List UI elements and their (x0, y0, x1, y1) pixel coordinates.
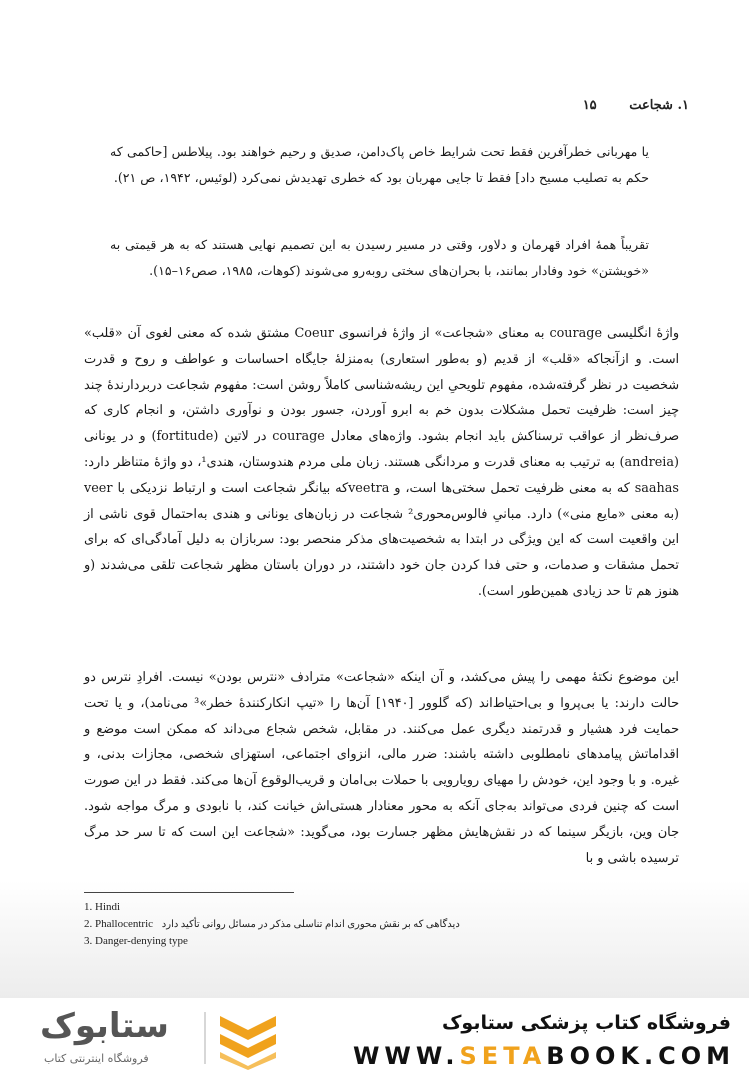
footnote-2-term: 2. Phallocentric (84, 918, 154, 930)
chapter-title: ۱. شجاعت (629, 98, 689, 113)
page-number: ۱۵ (582, 98, 597, 113)
logo-wordmark: ستابوک (40, 1006, 169, 1046)
store-name: فروشگاه کتاب پزشکی ستابوک (441, 1012, 731, 1034)
footnotes (84, 899, 684, 950)
block-quote-2: تقریباً همهٔ افراد قهرمان و دلاور، وقتی در مسیر رسیدن به این تصمیم نهایی هستند که به هر قیمتی به «خویشتن» خود وفادار بمانند، با بحران‌های سختی روبه‌رو می‌شوند (کوهات، ۱۹۸۵، صص۱۶–۱۵). (110, 237, 649, 278)
running-head (583, 98, 689, 113)
store-url[interactable] (353, 1042, 735, 1070)
url-prefix: WWW. (352, 1042, 460, 1070)
body-paragraph-2 (84, 665, 679, 871)
footnote-3: 3. Danger-denying type (84, 935, 188, 947)
url-suffix: BOOK.COM (546, 1042, 735, 1070)
footnote-1: 1. Hindi (84, 901, 121, 913)
setabook-logo-icon (216, 1008, 280, 1070)
footnote-2-definition: دیدگاهی که بر نقش محوری اندام تناسلی مذکر در مسائل روانی تأکید دارد (161, 919, 460, 930)
logo-tagline: فروشگاه اینترنتی کتاب (44, 1052, 149, 1065)
store-banner (0, 998, 749, 1079)
footnote-2 (84, 916, 684, 933)
paragraph-text: واژهٔ انگلیسی courage به معنای «شجاعت» از واژهٔ فرانسوی Coeur مشتق شده که معنی لغوی آن «قلب» است. و ازآنجاکه «قلب» از قدیم (و به‌طور استعاری) به‌منزلهٔ جایگاه احساسات و عواطف و روح و قدرت شخصیت در نظر گرفته‌شده، مفهوم تلویحیِ این ریشه‌شناسی کاملاً روشن است: مفهوم شجاعت دربردارندهٔ چند چیز است: ظرفیت تحمل مشکلات بدون خم به ابرو آوردن، جسور بودن و نوآوری داشتن، و انجام کاری که صرف‌نظر از عواقب ترسناکش باید انجام بشود. واژه‌های معادل courage در لاتین (fortitude) و در یونانی (andreia) به ترتیب به معنای قدرت و مردانگی هستند. زبان ملی مردم هندوستان، هندی¹، دو واژهٔ متناظر دارد: saahas که به معنی ظرفیت تحمل سختی‌ها است، و veetraکه بیانگر شجاعت است و ارتباط نزدیکی با veer (به معنی «مایع منی») دارد. مبانیِ فالوس‌محوری² شجاعت در زبان‌های یونانی و هندی به‌احتمال قوی ناشی از این واقعیت است که این ویژگی در ابتدا به شخصیت‌های مذکر منحصر بود: سربازان به دلیل آمادگی‌ای که برای تحمل مشقات و صدمات، و حتی فدا کردن جان خود داشتند، در دوران باستان مظهر شجاعت تلقی می‌شدند (و هنوز هم تا حد زیادی همین‌طور است). (84, 326, 679, 599)
logo-divider (204, 1012, 206, 1064)
body-paragraph-1 (84, 321, 679, 605)
footnote-rule (84, 892, 294, 893)
url-highlight: SETA (459, 1042, 547, 1070)
block-quote-1: یا مهربانی خطرآفرین فقط تحت شرایط خاص پاک‌دامن، صدیق و رحیم خواهند بود. پیلاطس [حاکمی که حکم به تصلیب مسیح داد] فقط تا جایی مهربان بود که خطری تهدیدش نمی‌کرد (لوئیس، ۱۹۴۲، ص ۲۱). (110, 144, 649, 185)
paragraph-text: این موضوع نکتهٔ مهمی را پیش می‌کشد، و آن اینکه «شجاعت» مترادف «نترس بودن» نیست. افرادِ نترس دو حالت دارند: یا بی‌پروا و بی‌احتیاط‌اند (که گلوور [۱۹۴۰] آن‌ها را «تیپ انکارکنندهٔ خطر»³ می‌نامد)، و یا تحت حمایت فرد هشیار و قدرتمند دیگری عمل می‌کنند. در مقابل، شخص شجاع می‌داند که ممکن است موضع و اقداماتش پیامدهای نامطلوبی داشته باشند: ضرر مالی، انزوای اجتماعی، استهزای شخصی، مجازات بدنی، و غیره. و با وجود این، خودش را مهیای رویارویی با حملات بی‌امان و قریب‌الوقوع آن‌ها می‌کند. فقط در این صورت است که چنین فردی می‌تواند به‌جای آنکه به محور معنادار هستی‌اش خیانت کند، با نابودی و مرگ مواجه شود. جان وین، بازیگر سینما که در نقش‌هایش مظهر جسارت بود، می‌گوید: «شجاعت این است که تا سر حد مرگ ترسیده باشی و با (84, 670, 680, 866)
